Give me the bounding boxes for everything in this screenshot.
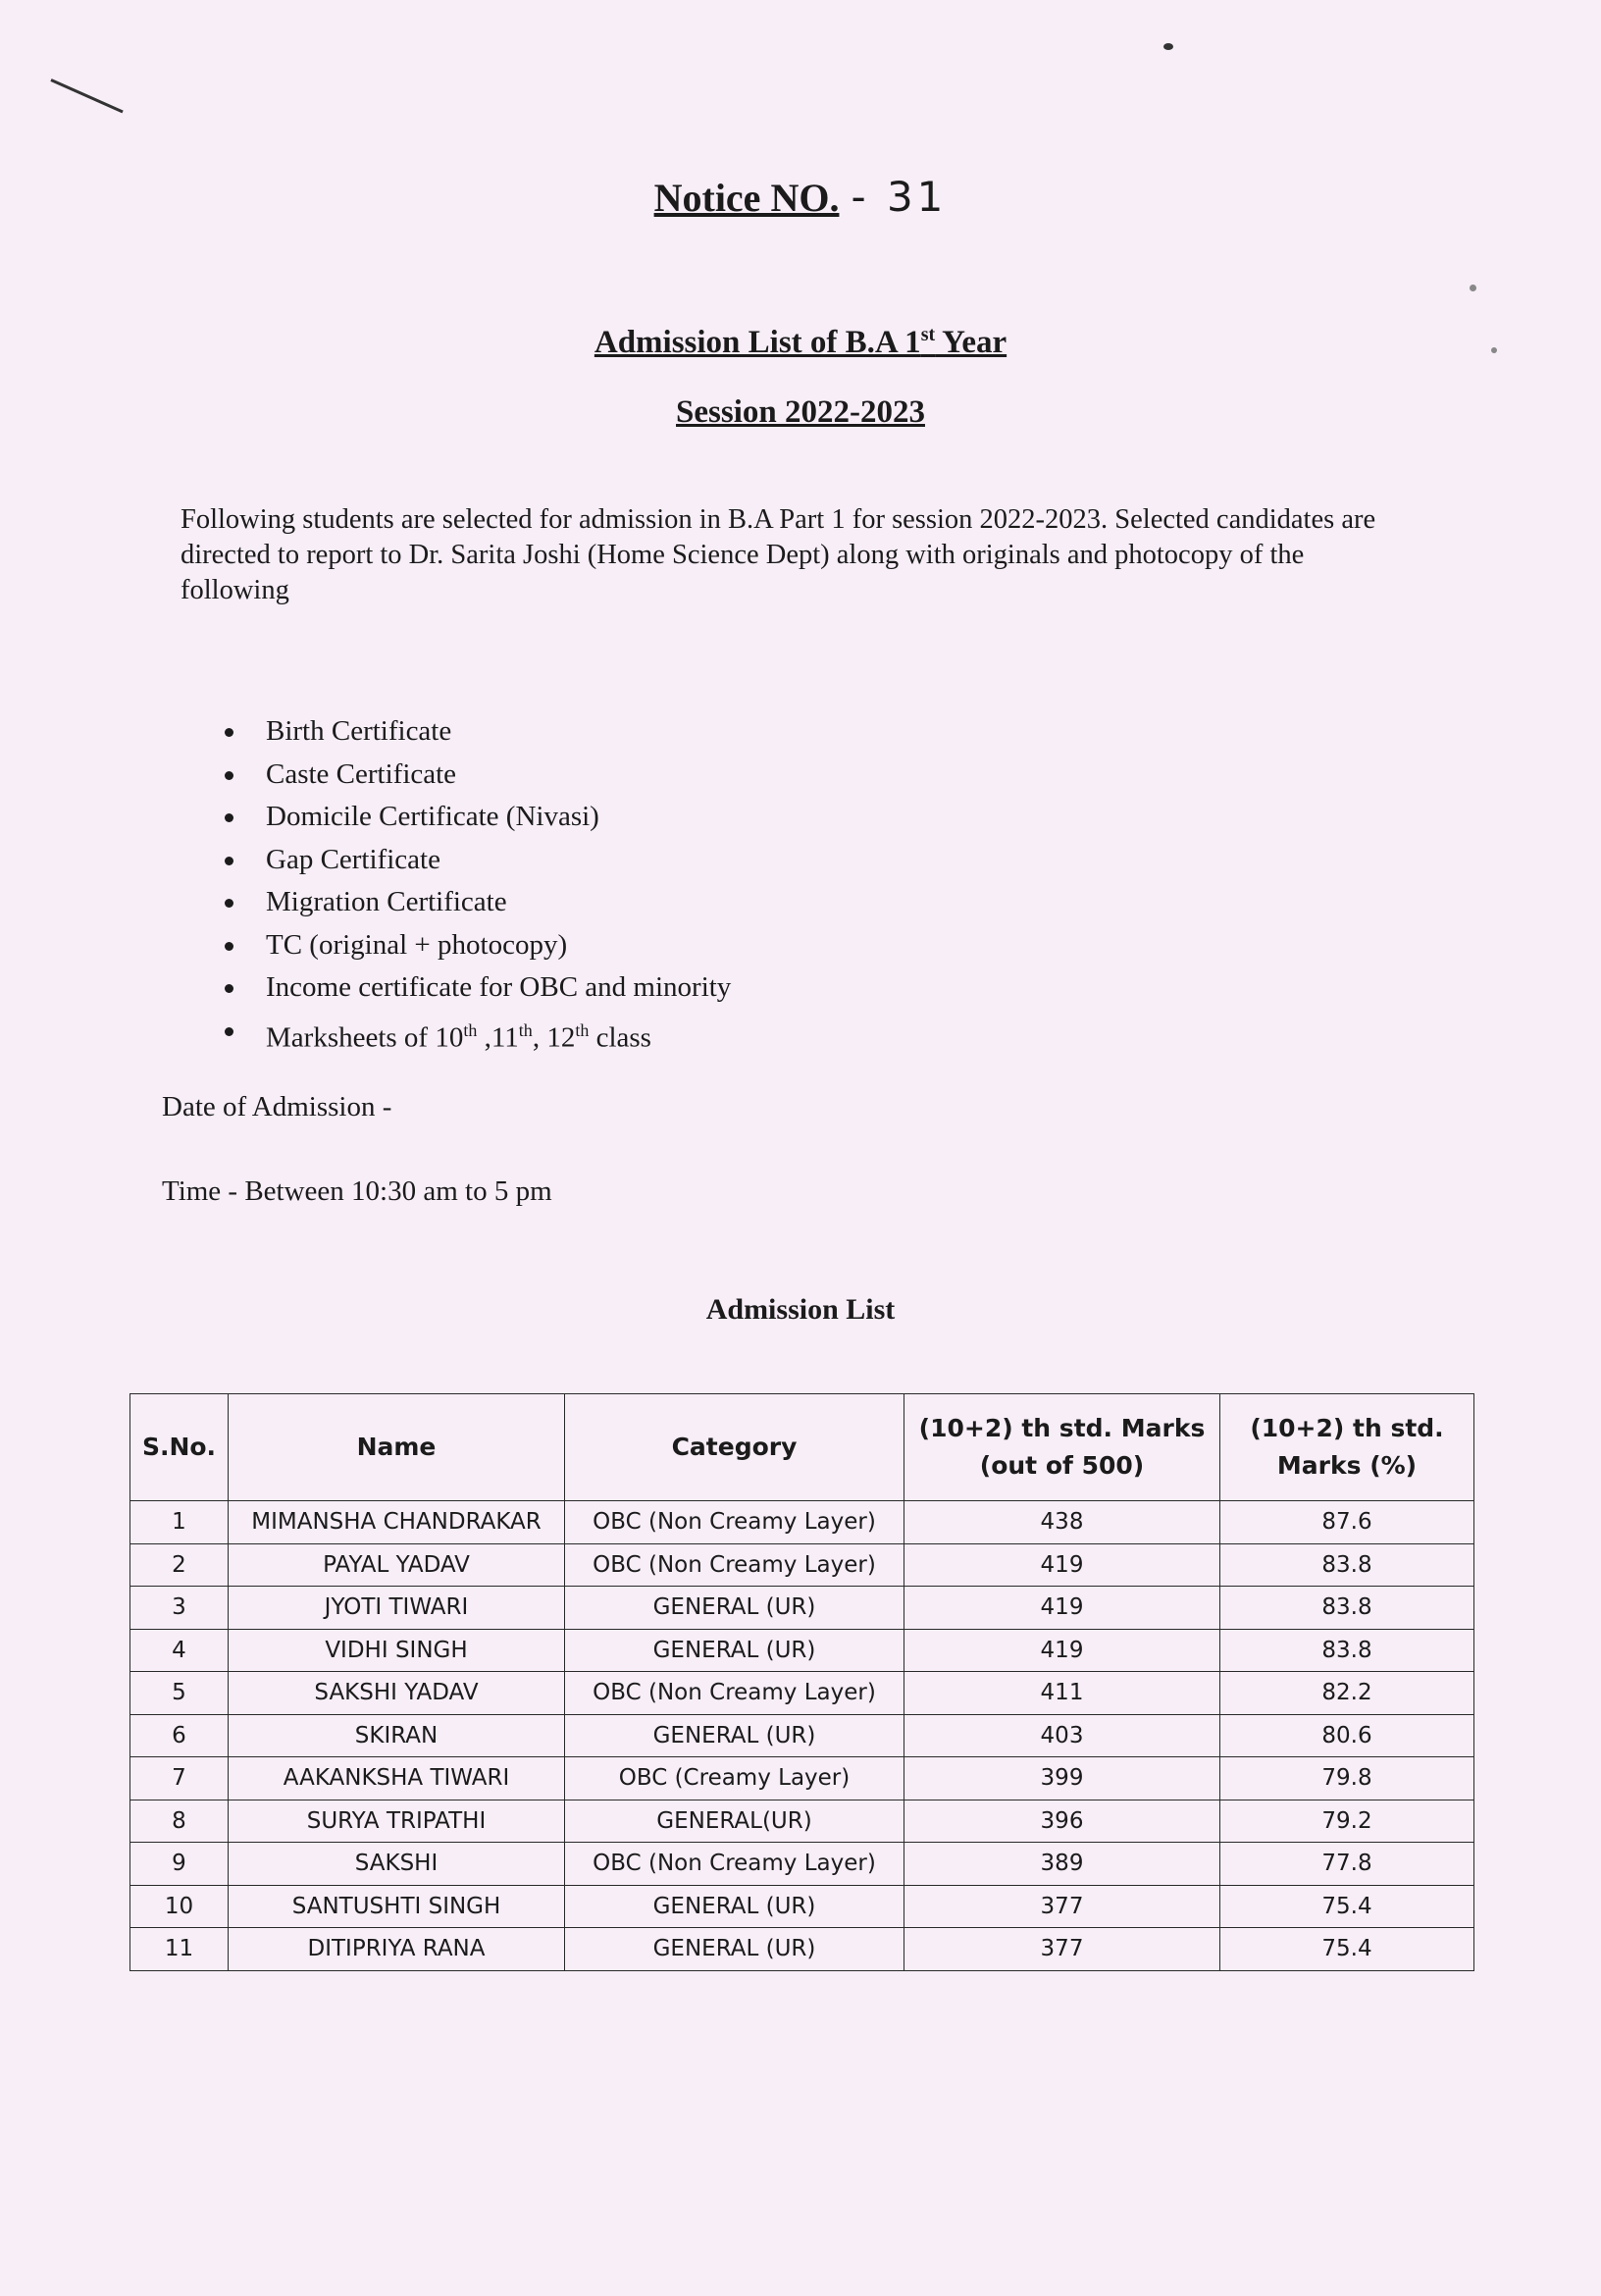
cell-sno: 4 [130,1629,229,1672]
document-item: Birth Certificate [221,710,731,754]
cell-category: OBC (Non Creamy Layer) [565,1501,904,1544]
ink-dot [1470,285,1476,291]
admission-table [129,1393,1474,1971]
cell-category: GENERAL (UR) [565,1928,904,1971]
document-item: Migration Certificate [221,881,731,924]
session-heading: Session 2022-2023 [676,394,925,430]
table-row [130,1843,1474,1886]
table-row [130,1800,1474,1843]
cell-percent: 75.4 [1220,1885,1474,1928]
header-percent: (10+2) th std. Marks (%) [1220,1394,1474,1501]
cell-percent: 77.8 [1220,1843,1474,1886]
cell-sno: 11 [130,1928,229,1971]
required-documents-list [221,710,731,1052]
table-row [130,1501,1474,1544]
cell-percent: 87.6 [1220,1501,1474,1544]
document-item: Income certificate for OBC and minority [221,966,731,1010]
table-row [130,1714,1474,1757]
cell-marks: 438 [904,1501,1220,1544]
cell-category: GENERAL (UR) [565,1629,904,1672]
cell-sno: 10 [130,1885,229,1928]
cell-marks: 389 [904,1843,1220,1886]
table-body [130,1501,1474,1971]
table-row [130,1587,1474,1630]
cell-sno: 5 [130,1672,229,1715]
table-row [130,1928,1474,1971]
cell-category: GENERAL(UR) [565,1800,904,1843]
cell-marks: 419 [904,1587,1220,1630]
ink-dot [1163,43,1173,50]
cell-sno: 1 [130,1501,229,1544]
table-row [130,1672,1474,1715]
notice-label: Notice NO. [653,176,840,220]
cell-category: OBC (Non Creamy Layer) [565,1543,904,1587]
cell-name: JYOTI TIWARI [229,1587,565,1630]
cell-marks: 377 [904,1928,1220,1971]
header-marks: (10+2) th std. Marks (out of 500) [904,1394,1220,1501]
cell-percent: 83.8 [1220,1543,1474,1587]
cell-name: MIMANSHA CHANDRAKAR [229,1501,565,1544]
document-item-marksheets: Marksheets of 10th ,11th, 12th class [221,1010,731,1053]
cell-name: SAKSHI [229,1843,565,1886]
cell-sno: 9 [130,1843,229,1886]
document-item: Caste Certificate [221,754,731,797]
cell-marks: 377 [904,1885,1220,1928]
cell-sno: 2 [130,1543,229,1587]
page-title: Admission List of B.A 1st Year [594,324,1007,360]
cell-name: SANTUSHTI SINGH [229,1885,565,1928]
cell-category: OBC (Creamy Layer) [565,1757,904,1800]
document-item: Domicile Certificate (Nivasi) [221,796,731,839]
cell-name: DITIPRIYA RANA [229,1928,565,1971]
header-category: Category [565,1394,904,1501]
cell-percent: 79.2 [1220,1800,1474,1843]
table-row [130,1629,1474,1672]
table-header-row [130,1394,1474,1501]
cell-name: AAKANKSHA TIWARI [229,1757,565,1800]
cell-sno: 3 [130,1587,229,1630]
date-of-admission: Date of Admission - [162,1091,392,1122]
cell-category: OBC (Non Creamy Layer) [565,1672,904,1715]
cell-name: PAYAL YADAV [229,1543,565,1587]
cell-percent: 82.2 [1220,1672,1474,1715]
cell-sno: 7 [130,1757,229,1800]
cell-marks: 396 [904,1800,1220,1843]
admission-time: Time - Between 10:30 am to 5 pm [162,1175,552,1207]
cell-category: GENERAL (UR) [565,1885,904,1928]
cell-percent: 75.4 [1220,1928,1474,1971]
table-row [130,1885,1474,1928]
document-item: TC (original + photocopy) [221,924,731,967]
cell-name: SAKSHI YADAV [229,1672,565,1715]
notice-number-value: - 31 [851,173,948,221]
cell-marks: 403 [904,1714,1220,1757]
cell-marks: 419 [904,1543,1220,1587]
pen-stroke-mark [50,78,123,113]
intro-paragraph: Following students are selected for admission in B.A Part 1 for session 2022-2023. Selected candidates are directed to report to Dr. Sarita Joshi (Home Science Dept) along with originals and photocopy of the following [181,504,1376,605]
cell-name: SURYA TRIPATHI [229,1800,565,1843]
cell-marks: 399 [904,1757,1220,1800]
cell-sno: 8 [130,1800,229,1843]
admission-list-title: Admission List [705,1293,896,1326]
cell-name: VIDHI SINGH [229,1629,565,1672]
cell-category: GENERAL (UR) [565,1714,904,1757]
cell-name: SKIRAN [229,1714,565,1757]
document-item: Gap Certificate [221,839,731,882]
cell-percent: 79.8 [1220,1757,1474,1800]
table-row [130,1757,1474,1800]
header-name: Name [229,1394,565,1501]
header-sno: S.No. [130,1394,229,1501]
cell-category: GENERAL (UR) [565,1587,904,1630]
table-row [130,1543,1474,1587]
cell-marks: 411 [904,1672,1220,1715]
cell-marks: 419 [904,1629,1220,1672]
notice-number [0,173,1601,221]
cell-sno: 6 [130,1714,229,1757]
cell-percent: 80.6 [1220,1714,1474,1757]
cell-percent: 83.8 [1220,1629,1474,1672]
cell-percent: 83.8 [1220,1587,1474,1630]
cell-category: OBC (Non Creamy Layer) [565,1843,904,1886]
